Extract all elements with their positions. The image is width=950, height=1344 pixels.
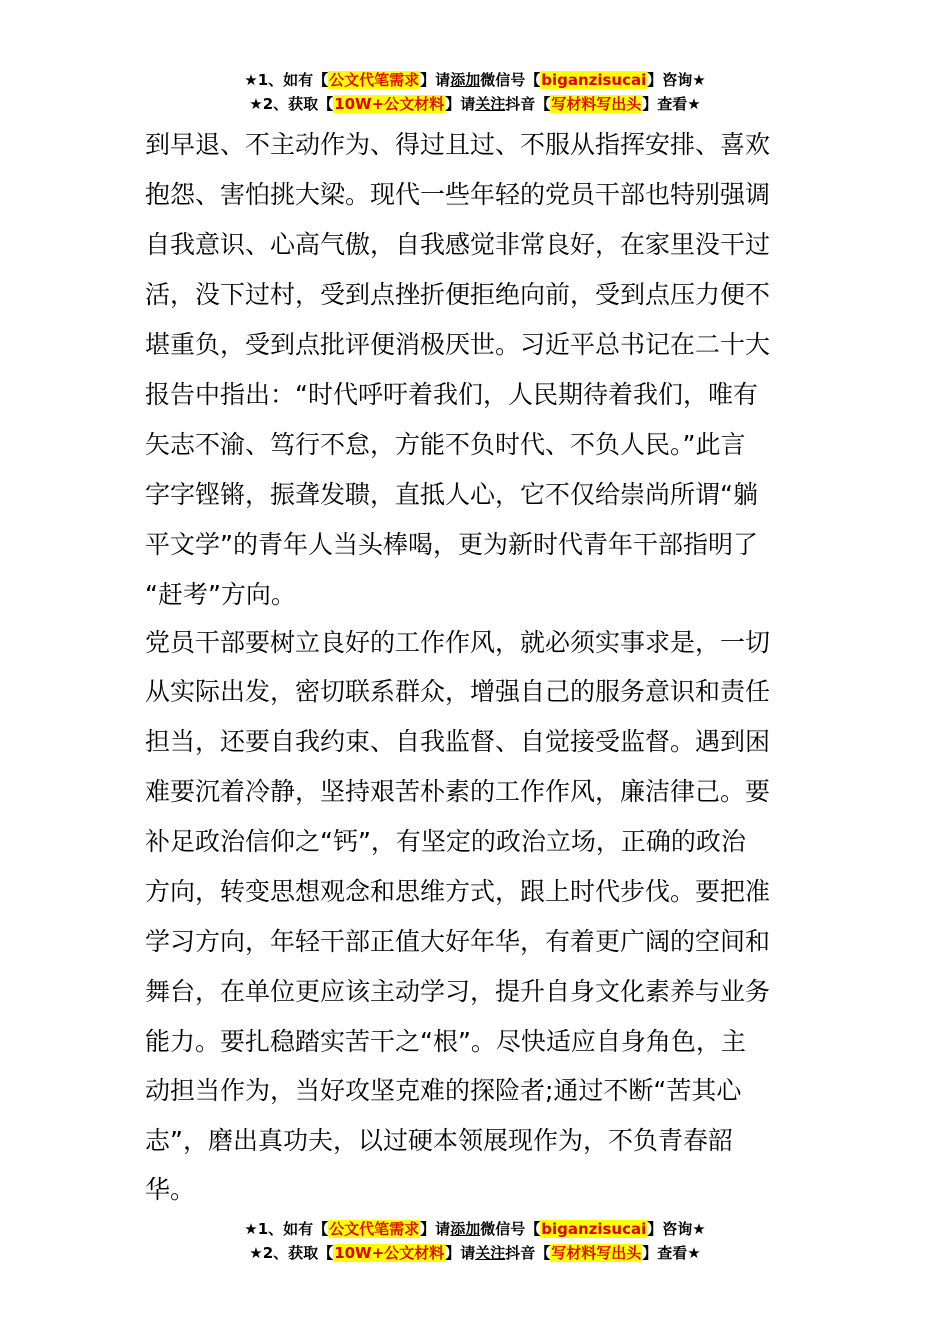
header-banner <box>0 68 950 116</box>
body-line: 华。 <box>145 1175 196 1204</box>
body-line: 活，没下过村，受到点挫折便拒绝向前，受到点压力便不 <box>145 280 771 309</box>
highlight-service: 公文代笔需求 <box>329 1220 420 1238</box>
body-line: 字字铿锵，振聋发聩，直抵人心，它不仅给崇尚所谓“躺 <box>145 480 758 509</box>
highlight-douyin: 写材料写出头 <box>551 1244 642 1262</box>
highlight-service: 公文代笔需求 <box>329 71 420 89</box>
body-line: 报告中指出：“时代呼吁着我们，人民期待着我们，唯有 <box>145 380 758 409</box>
footer-line-2: ★2、获取【10W+公文材料】请关注抖音【写材料写出头】查看★ <box>249 1244 701 1262</box>
highlight-materials: 10W+公文材料 <box>334 1244 445 1262</box>
body-line: 补足政治信仰之“钙”，有坚定的政治立场，正确的政治 <box>145 827 746 856</box>
highlight-wechat-id: biganzisucai <box>541 1220 647 1238</box>
body-line: “赶考”方向。 <box>145 580 296 609</box>
body-line: 担当，还要自我约束、自我监督、自觉接受监督。遇到困 <box>145 727 771 756</box>
body-line: 从实际出发，密切联系群众，增强自己的服务意识和责任 <box>145 677 771 706</box>
body-line: 方向，转变思想观念和思维方式，跟上时代步伐。要把准 <box>145 877 771 906</box>
body-line: 志”，磨出真功夫，以过硬本领展现作为，不负青春韶 <box>145 1126 733 1155</box>
footer-banner <box>0 1217 950 1265</box>
header-line-1: ★1、如有【公文代笔需求】请添加微信号【biganzisucai】咨询★ <box>244 71 706 89</box>
body-line: 平文学”的青年人当头棒喝，更为新时代青年干部指明了 <box>145 530 758 559</box>
body-line: 舞台，在单位更应该主动学习，提升自身文化素养与业务 <box>145 977 771 1006</box>
body-line: 抱怨、害怕挑大梁。现代一些年轻的党员干部也特别强调 <box>145 180 771 209</box>
body-line: 矢志不渝、笃行不怠，方能不负时代、不负人民。”此言 <box>145 430 746 459</box>
highlight-douyin: 写材料写出头 <box>551 95 642 113</box>
body-line: 党员干部要树立良好的工作作风，就必须实事求是，一切 <box>145 628 771 657</box>
body-line: 到早退、不主动作为、得过且过、不服从指挥安排、喜欢 <box>145 130 771 159</box>
body-line: 能力。要扎稳踏实苦干之“根”。尽快适应自身角色，主 <box>145 1027 746 1056</box>
body-line: 自我意识、心高气傲，自我感觉非常良好，在家里没干过 <box>145 230 771 259</box>
body-line: 堪重负，受到点批评便消极厌世。习近平总书记在二十大 <box>145 330 771 359</box>
body-line: 动担当作为，当好攻坚克难的探险者;通过不断“苦其心 <box>145 1076 742 1105</box>
body-line: 难要沉着冷静，坚持艰苦朴素的工作作风，廉洁律己。要 <box>145 777 771 806</box>
body-line: 学习方向，年轻干部正值大好年华，有着更广阔的空间和 <box>145 927 771 956</box>
highlight-materials: 10W+公文材料 <box>334 95 445 113</box>
footer-line-1: ★1、如有【公文代笔需求】请添加微信号【biganzisucai】咨询★ <box>244 1220 706 1238</box>
highlight-wechat-id: biganzisucai <box>541 71 647 89</box>
header-line-2: ★2、获取【10W+公文材料】请关注抖音【写材料写出头】查看★ <box>249 95 701 113</box>
